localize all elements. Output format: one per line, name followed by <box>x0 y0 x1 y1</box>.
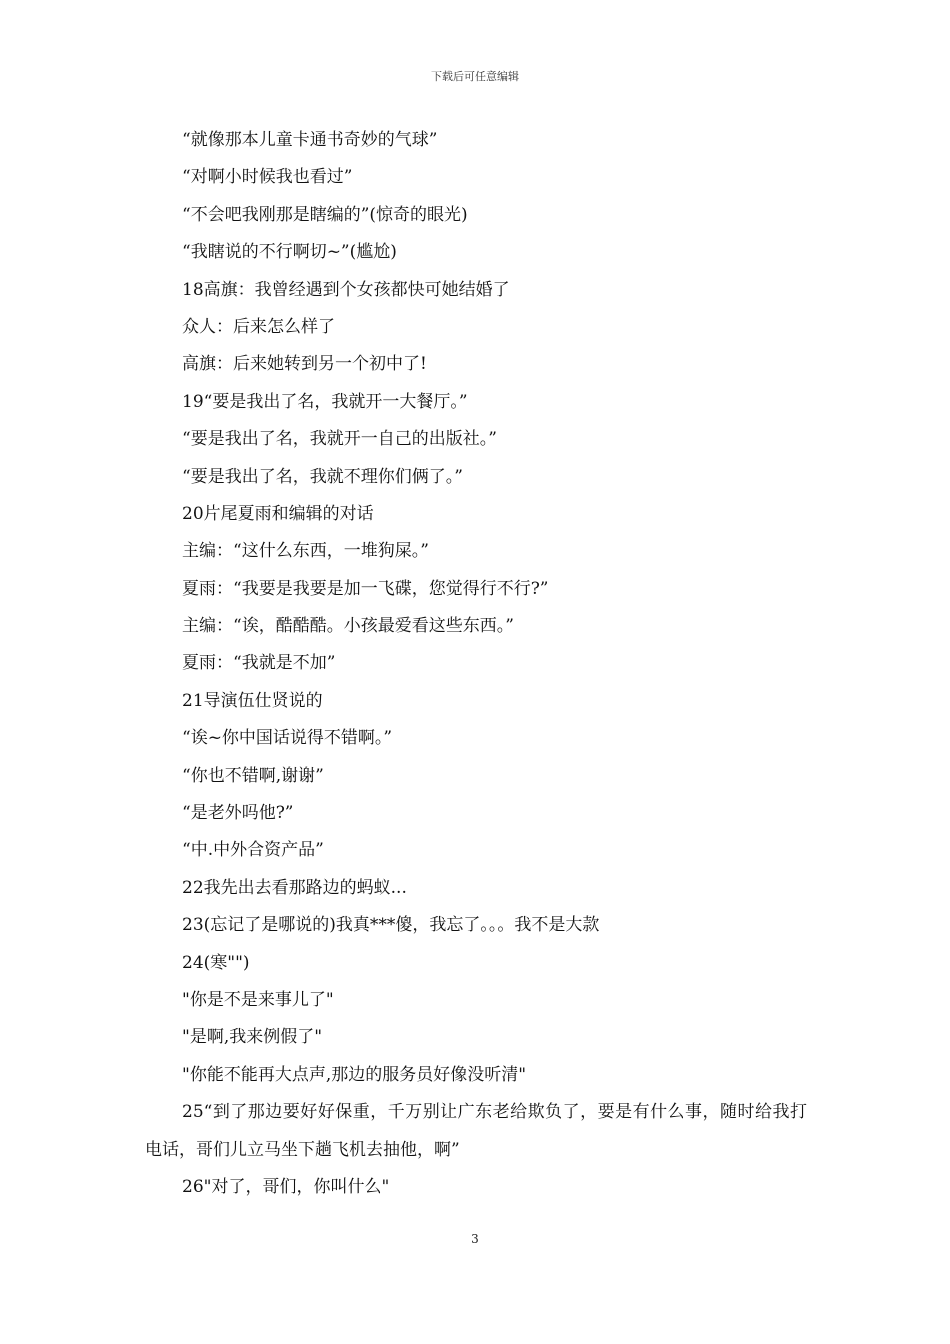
text-line: 20片尾夏雨和编辑的对话 <box>182 503 374 524</box>
text-line: 夏雨：“我就是不加” <box>182 653 336 674</box>
text-line: “是老外吗他?” <box>182 803 294 824</box>
text-line: “不会吧我刚那是瞎编的”(惊奇的眼光) <box>182 204 468 225</box>
text-line: “中.中外合资产品” <box>182 840 324 861</box>
page-header: 下载后可任意编辑 <box>431 70 519 83</box>
text-line: 主编：“这什么东西，一堆狗屎。” <box>182 541 429 562</box>
text-line: “要是我出了名，我就不理你们俩了。” <box>182 466 463 487</box>
text-line: “我瞎说的不行啊切~”(尴尬) <box>182 242 397 263</box>
text-line: 26"对了，哥们，你叫什么" <box>182 1176 390 1197</box>
text-paragraph: 25“到了那边要好好保重，千万别让广东老给欺负了，要是有什么事，随时给我打电话，哥们儿立马坐下趟飞机去抽他，啊” <box>145 1102 807 1160</box>
document-body <box>145 122 807 1206</box>
text-line: 24(寒"") <box>182 952 250 973</box>
text-line: 高旗：后来她转到另一个初中了! <box>182 354 427 375</box>
text-line: “诶~你中国话说得不错啊。” <box>182 728 393 749</box>
text-line: 18高旗：我曾经遇到个女孩都快可她结婚了 <box>182 279 510 300</box>
page-number: 3 <box>471 1232 479 1246</box>
text-line: 21导演伍仕贤说的 <box>182 690 323 711</box>
text-line: “要是我出了名，我就开一自己的出版社。” <box>182 429 497 450</box>
text-line: 19“要是我出了名，我就开一大餐厅。” <box>182 391 468 412</box>
text-line: “就像那本儿童卡通书奇妙的气球” <box>182 130 438 150</box>
text-line: "是啊,我来例假了" <box>182 1027 323 1048</box>
text-line: 夏雨：“我要是我要是加一飞碟，您觉得行不行?” <box>182 578 549 599</box>
text-line: 众人：后来怎么样了 <box>182 316 335 337</box>
text-line: “你也不错啊,谢谢” <box>182 765 324 786</box>
text-line: 主编：“诶，酷酷酷。小孩最爱看这些东西。” <box>182 616 514 637</box>
text-line: "你是不是来事儿了" <box>182 989 334 1010</box>
text-line: “对啊小时候我也看过” <box>182 167 353 188</box>
text-line: "你能不能再大点声,那边的服务员好像没听清" <box>182 1064 527 1085</box>
text-line: 22我先出去看那路边的蚂蚁... <box>182 877 407 898</box>
text-line: 23(忘记了是哪说的)我真***傻，我忘了。。。我不是大款 <box>182 915 600 936</box>
